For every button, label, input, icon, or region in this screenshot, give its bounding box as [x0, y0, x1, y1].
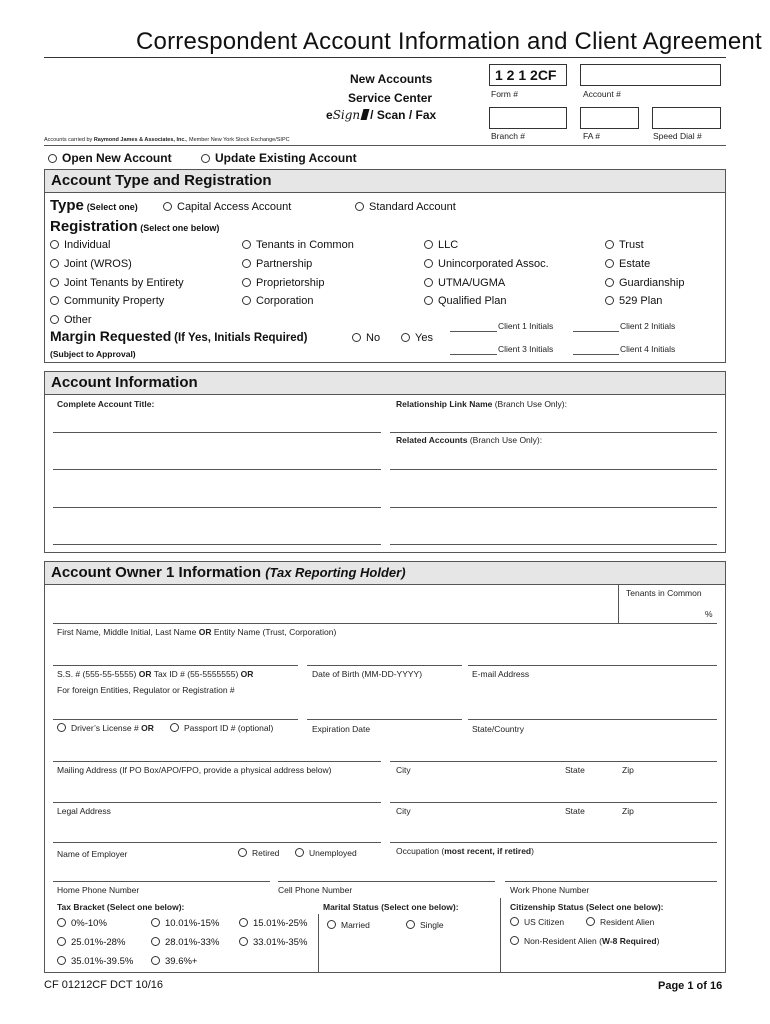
mailing-zip-label: Zip	[622, 765, 634, 775]
ssn-line[interactable]	[53, 665, 298, 666]
margin-yes-label: Yes	[415, 332, 433, 344]
work-phone-label: Work Phone Number	[510, 885, 590, 895]
registration-estate-radio[interactable]	[605, 259, 614, 268]
registration-proprietorship-option[interactable]	[242, 277, 324, 289]
dob-line[interactable]	[307, 665, 462, 666]
unemployed-radio[interactable]	[295, 848, 304, 857]
registration-529-plan-label: 529 Plan	[619, 295, 663, 308]
tax-bracket-28-01-33-radio[interactable]	[151, 937, 160, 946]
registration-llc-label: LLC	[438, 239, 459, 251]
registration-tenants-in-common-radio[interactable]	[242, 240, 251, 249]
legal-address-label: Legal Address	[57, 806, 111, 816]
fa-number-field[interactable]	[580, 107, 639, 129]
client3-initials-label: Client 3 Initials	[498, 344, 554, 354]
new-accounts-label: New Accounts	[350, 72, 433, 86]
married-option[interactable]	[327, 920, 370, 930]
client2-initials-line[interactable]	[573, 331, 619, 332]
registration-joint-wros-label: Joint (WROS)	[64, 257, 132, 270]
account-type-heading: Account Type and Registration	[45, 170, 725, 193]
drivers-license-option[interactable]	[57, 723, 154, 733]
ssn-a: S.S. # (555-55-5555)	[57, 669, 139, 679]
esign-prefix: e	[326, 108, 333, 122]
registration-guardianship-radio[interactable]	[605, 278, 614, 287]
registration-select-note: (Select one below)	[140, 223, 220, 233]
registration-utma-ugma-option[interactable]	[424, 277, 505, 289]
registration-529-plan-radio[interactable]	[605, 296, 614, 305]
owner1-heading-text: Account Owner 1 Information	[51, 564, 262, 581]
type-label: Type	[50, 197, 84, 214]
tax-bracket-39-6-option[interactable]	[151, 956, 198, 967]
esign-script: Sign	[332, 108, 361, 122]
name-line[interactable]	[53, 623, 717, 624]
registration-utma-ugma-radio[interactable]	[424, 278, 433, 287]
tax-bracket-15-01-25-radio[interactable]	[239, 918, 248, 927]
margin-yes-option[interactable]	[401, 332, 433, 344]
tic-divider	[618, 584, 619, 624]
subject-to-approval: (Subject to Approval)	[50, 349, 136, 359]
registration-community-property-radio[interactable]	[50, 296, 59, 305]
home-phone-line[interactable]	[53, 881, 270, 882]
fa-label: FA #	[583, 131, 601, 141]
registration-other-label: Other	[64, 314, 92, 327]
single-label: Single	[420, 920, 444, 930]
single-option[interactable]	[406, 920, 444, 930]
drivers-or: OR	[141, 723, 154, 733]
work-phone-line[interactable]	[505, 881, 717, 882]
account-number-field[interactable]	[580, 64, 721, 86]
ssn-or1: OR	[138, 669, 152, 679]
related-accounts-line-1[interactable]	[390, 469, 717, 470]
tax-bracket-35-01-39-5-radio[interactable]	[57, 956, 66, 965]
scan-fax-label: / Scan / Fax	[370, 108, 437, 122]
type-row	[50, 197, 138, 214]
resident-alien-option[interactable]	[586, 917, 654, 927]
non-resident-radio[interactable]	[510, 936, 519, 945]
margin-row	[50, 328, 308, 344]
drivers-a: Driver’s License #	[71, 723, 142, 733]
registration-individual-label: Individual	[64, 239, 111, 251]
tax-bracket-10-01-15-radio[interactable]	[151, 918, 160, 927]
email-label: E-mail Address	[472, 669, 530, 679]
retired-radio[interactable]	[238, 848, 247, 857]
state-country-line[interactable]	[468, 719, 717, 720]
registration-corporation-radio[interactable]	[242, 296, 251, 305]
mailing-city-line[interactable]	[390, 761, 717, 762]
tax-bracket-label: Tax Bracket (Select one below):	[57, 902, 185, 912]
citizenship-status-label: Citizenship Status (Select one below):	[510, 902, 664, 912]
registration-unincorporated-assoc-radio[interactable]	[424, 259, 433, 268]
client1-initials-label: Client 1 Initials	[498, 321, 554, 331]
carried-by-note	[44, 137, 290, 143]
complete-title-label: Complete Account Title:	[57, 399, 155, 409]
marital-divider-right	[500, 898, 501, 973]
account-title-line-4[interactable]	[53, 544, 381, 545]
retired-option[interactable]	[238, 848, 279, 858]
account-info-heading: Account Information	[45, 372, 725, 395]
tax-bracket-39-6-label: 39.6%+	[165, 956, 198, 967]
passport-radio[interactable]	[170, 723, 179, 732]
marital-status-label: Marital Status (Select one below):	[323, 902, 459, 912]
tax-bracket-28-01-33-label: 28.01%-33%	[165, 937, 220, 948]
margin-label: Margin Requested	[50, 328, 172, 344]
us-citizen-radio[interactable]	[510, 917, 519, 926]
margin-note: (If Yes, Initials Required)	[174, 332, 308, 344]
relationship-link-line[interactable]	[390, 432, 717, 433]
tax-bracket-25-01-28-label: 25.01%-28%	[71, 937, 126, 948]
related-accounts-line-2[interactable]	[390, 507, 717, 508]
registration-guardianship-label: Guardianship	[619, 276, 685, 289]
email-line[interactable]	[468, 665, 717, 666]
tax-bracket-35-01-39-5-label: 35.01%-39.5%	[71, 956, 134, 967]
standard-account-option[interactable]	[355, 201, 456, 213]
ssn-or2: OR	[240, 669, 254, 679]
non-resident-a: Non-Resident Alien (	[524, 936, 602, 946]
registration-partnership-radio[interactable]	[242, 259, 251, 268]
legal-city-label: City	[396, 806, 411, 816]
cell-phone-label: Cell Phone Number	[278, 885, 353, 895]
mailing-city-label: City	[396, 765, 411, 775]
registration-529-plan-option[interactable]	[605, 295, 662, 307]
update-existing-radio[interactable]	[201, 154, 210, 163]
state-country-label: State/Country	[472, 724, 524, 734]
registration-estate-option[interactable]	[605, 258, 650, 270]
account-title-line-1[interactable]	[53, 432, 381, 433]
registration-tenants-in-common-option[interactable]	[242, 239, 354, 251]
occupation-label	[396, 846, 534, 856]
page-number: Page 1 of 16	[658, 980, 723, 992]
related-accounts-rest: (Branch Use Only):	[467, 435, 543, 445]
speed-dial-label: Speed Dial #	[653, 131, 702, 141]
open-new-account-option[interactable]	[48, 151, 172, 165]
tax-bracket-10-01-15-option[interactable]	[151, 918, 219, 929]
registration-partnership-label: Partnership	[256, 257, 313, 270]
capital-access-label: Capital Access Account	[177, 201, 292, 213]
registration-community-property-option[interactable]	[50, 295, 164, 307]
tax-bracket-0-10-radio[interactable]	[57, 918, 66, 927]
client2-initials-label: Client 2 Initials	[620, 321, 676, 331]
tax-bracket-0-10-label: 0%-10%	[71, 918, 107, 929]
registration-partnership-option[interactable]	[242, 258, 312, 270]
expiration-line[interactable]	[307, 719, 462, 720]
legal-state-label: State	[565, 806, 585, 816]
carried-by-prefix: Accounts carried by	[44, 137, 94, 143]
ssn-foreign-label: For foreign Entities, Regulator or Registration #	[57, 685, 235, 695]
form-number-box	[489, 64, 567, 86]
occupation-a: Occupation (	[396, 846, 445, 856]
registration-other-option[interactable]	[50, 314, 92, 326]
tax-bracket-39-6-radio[interactable]	[151, 956, 160, 965]
registration-community-property-label: Community Property	[64, 295, 165, 308]
employer-label: Name of Employer	[57, 849, 128, 859]
relationship-link-bold: Relationship Link Name	[396, 399, 493, 409]
registration-corporation-label: Corporation	[256, 295, 314, 308]
title-rule	[44, 57, 726, 58]
tax-bracket-0-10-option[interactable]	[57, 918, 107, 929]
tax-bracket-28-01-33-option[interactable]	[151, 937, 219, 948]
margin-no-radio[interactable]	[352, 333, 361, 342]
account-label: Account #	[583, 89, 621, 99]
non-resident-alien-option[interactable]	[510, 936, 659, 946]
registration-individual-option[interactable]	[50, 239, 110, 251]
name-label-or: OR	[198, 627, 212, 637]
married-label: Married	[341, 920, 370, 930]
non-resident-bold: W-8 Required	[601, 936, 657, 946]
resident-alien-radio[interactable]	[586, 917, 595, 926]
client4-initials-label: Client 4 Initials	[620, 344, 676, 354]
client1-initials-line[interactable]	[450, 331, 497, 332]
registration-utma-ugma-label: UTMA/UGMA	[438, 276, 506, 289]
owner1-heading	[45, 562, 725, 585]
registration-unincorporated-assoc-option[interactable]	[424, 258, 549, 270]
registration-joint-wros-option[interactable]	[50, 258, 132, 270]
branch-number-field[interactable]	[489, 107, 567, 129]
registration-proprietorship-label: Proprietorship	[256, 276, 325, 289]
registration-corporation-option[interactable]	[242, 295, 313, 307]
us-citizen-label: US Citizen	[524, 917, 565, 927]
single-radio[interactable]	[406, 920, 415, 929]
tax-bracket-33-01-35-option[interactable]	[239, 937, 307, 948]
mailing-state-label: State	[565, 765, 585, 775]
registration-llc-option[interactable]	[424, 239, 458, 251]
legal-city-line[interactable]	[390, 802, 717, 803]
legal-zip-label: Zip	[622, 806, 634, 816]
unemployed-label: Unemployed	[309, 848, 357, 858]
capital-access-option[interactable]	[163, 201, 291, 213]
license-line[interactable]	[53, 719, 298, 720]
cell-phone-line[interactable]	[278, 881, 495, 882]
registration-tenants-in-common-label: Tenants in Common	[256, 239, 354, 251]
esign-logo	[326, 108, 436, 122]
registration-trust-option[interactable]	[605, 239, 644, 251]
relationship-link-rest: (Branch Use Only):	[492, 399, 567, 409]
esign-mark	[361, 109, 370, 120]
ssn-label	[57, 669, 253, 679]
registration-trust-label: Trust	[619, 239, 644, 251]
employer-line[interactable]	[53, 842, 381, 843]
registration-joint-tenants-by-entirety-radio[interactable]	[50, 278, 59, 287]
account-title-line-2[interactable]	[53, 469, 381, 470]
registration-joint-wros-radio[interactable]	[50, 259, 59, 268]
speed-dial-field[interactable]	[652, 107, 721, 129]
retired-label: Retired	[252, 848, 280, 858]
type-select-note: (Select one)	[86, 202, 138, 212]
us-citizen-option[interactable]	[510, 917, 564, 927]
branch-label: Branch #	[491, 131, 526, 141]
page-title: Correspondent Account Information and Client Agreement	[136, 28, 762, 55]
margin-yes-radio[interactable]	[401, 333, 410, 342]
margin-no-option[interactable]	[352, 332, 380, 344]
registration-qualified-plan-radio[interactable]	[424, 296, 433, 305]
tic-percent: %	[705, 609, 713, 619]
marital-divider-left	[318, 914, 319, 973]
form-code: CF 01212CF DCT 10/16	[44, 979, 164, 991]
non-resident-b: )	[656, 936, 660, 946]
passport-option[interactable]	[170, 723, 273, 733]
form-number: 1 2 1 2CF	[495, 67, 557, 83]
form-label: Form #	[491, 89, 518, 99]
related-accounts-label	[396, 435, 542, 445]
tax-bracket-33-01-35-label: 33.01%-35%	[253, 937, 308, 948]
service-center-label: Service Center	[348, 91, 433, 105]
occupation-line[interactable]	[390, 842, 717, 843]
tenants-in-common-label: Tenants in Common	[626, 588, 702, 598]
home-phone-label: Home Phone Number	[57, 885, 140, 895]
name-label	[57, 627, 336, 637]
related-accounts-bold: Related Accounts	[396, 435, 468, 445]
registration-proprietorship-radio[interactable]	[242, 278, 251, 287]
dob-label: Date of Birth (MM-DD-YYYY)	[312, 669, 423, 679]
update-existing-label: Update Existing Account	[215, 151, 357, 165]
unemployed-option[interactable]	[295, 848, 357, 858]
registration-qualified-plan-option[interactable]	[424, 295, 507, 307]
expiration-label: Expiration Date	[312, 724, 371, 734]
registration-unincorporated-assoc-label: Unincorporated Assoc.	[438, 257, 549, 270]
client3-initials-line[interactable]	[450, 354, 497, 355]
legal-line[interactable]	[53, 802, 381, 803]
tax-bracket-35-01-39-5-option[interactable]	[57, 956, 133, 967]
registration-joint-tenants-by-entirety-label: Joint Tenants by Entirety	[64, 276, 184, 289]
carried-by-firm: Raymond James & Associates, Inc.	[93, 137, 186, 143]
married-radio[interactable]	[327, 920, 336, 929]
drivers-license-radio[interactable]	[57, 723, 66, 732]
registration-individual-radio[interactable]	[50, 240, 59, 249]
capital-access-radio[interactable]	[163, 202, 172, 211]
registration-guardianship-option[interactable]	[605, 277, 684, 289]
tax-bracket-33-01-35-radio[interactable]	[239, 937, 248, 946]
open-new-label: Open New Account	[62, 151, 172, 165]
standard-account-label: Standard Account	[369, 201, 456, 213]
registration-joint-tenants-by-entirety-option[interactable]	[50, 277, 184, 289]
registration-estate-label: Estate	[619, 257, 651, 270]
passport-label: Passport ID # (optional)	[184, 723, 274, 733]
occupation-bold: most recent, if retired	[444, 846, 532, 856]
related-accounts-line-3[interactable]	[390, 544, 717, 545]
registration-row	[50, 218, 219, 235]
mailing-address-label: Mailing Address (If PO Box/APO/FPO, provide a physical address below)	[57, 765, 332, 775]
carried-by-suffix: , Member New York Stock Exchange/SIPC	[185, 137, 290, 143]
margin-no-label: No	[366, 332, 381, 344]
open-new-radio[interactable]	[48, 154, 57, 163]
header-rule	[44, 145, 726, 146]
registration-llc-radio[interactable]	[424, 240, 433, 249]
registration-other-radio[interactable]	[50, 315, 59, 324]
registration-trust-radio[interactable]	[605, 240, 614, 249]
ssn-b: Tax ID # (55-5555555)	[151, 669, 241, 679]
mailing-line[interactable]	[53, 761, 381, 762]
name-label-a: First Name, Middle Initial, Last Name	[57, 627, 199, 637]
standard-account-radio[interactable]	[355, 202, 364, 211]
tax-bracket-15-01-25-label: 15.01%-25%	[253, 918, 308, 929]
tax-bracket-25-01-28-radio[interactable]	[57, 937, 66, 946]
update-existing-option[interactable]	[201, 151, 357, 165]
tax-bracket-15-01-25-option[interactable]	[239, 918, 307, 929]
account-title-line-3[interactable]	[53, 507, 381, 508]
resident-alien-label: Resident Alien	[600, 917, 655, 927]
registration-qualified-plan-label: Qualified Plan	[438, 295, 507, 308]
owner1-heading-italic: (Tax Reporting Holder)	[265, 565, 406, 580]
occupation-b: )	[531, 846, 534, 856]
client4-initials-line[interactable]	[573, 354, 619, 355]
relationship-link-label	[396, 399, 567, 409]
tax-bracket-25-01-28-option[interactable]	[57, 937, 125, 948]
tax-bracket-10-01-15-label: 10.01%-15%	[165, 918, 220, 929]
name-label-b: Entity Name (Trust, Corporation)	[211, 627, 337, 637]
registration-label: Registration	[50, 218, 138, 235]
